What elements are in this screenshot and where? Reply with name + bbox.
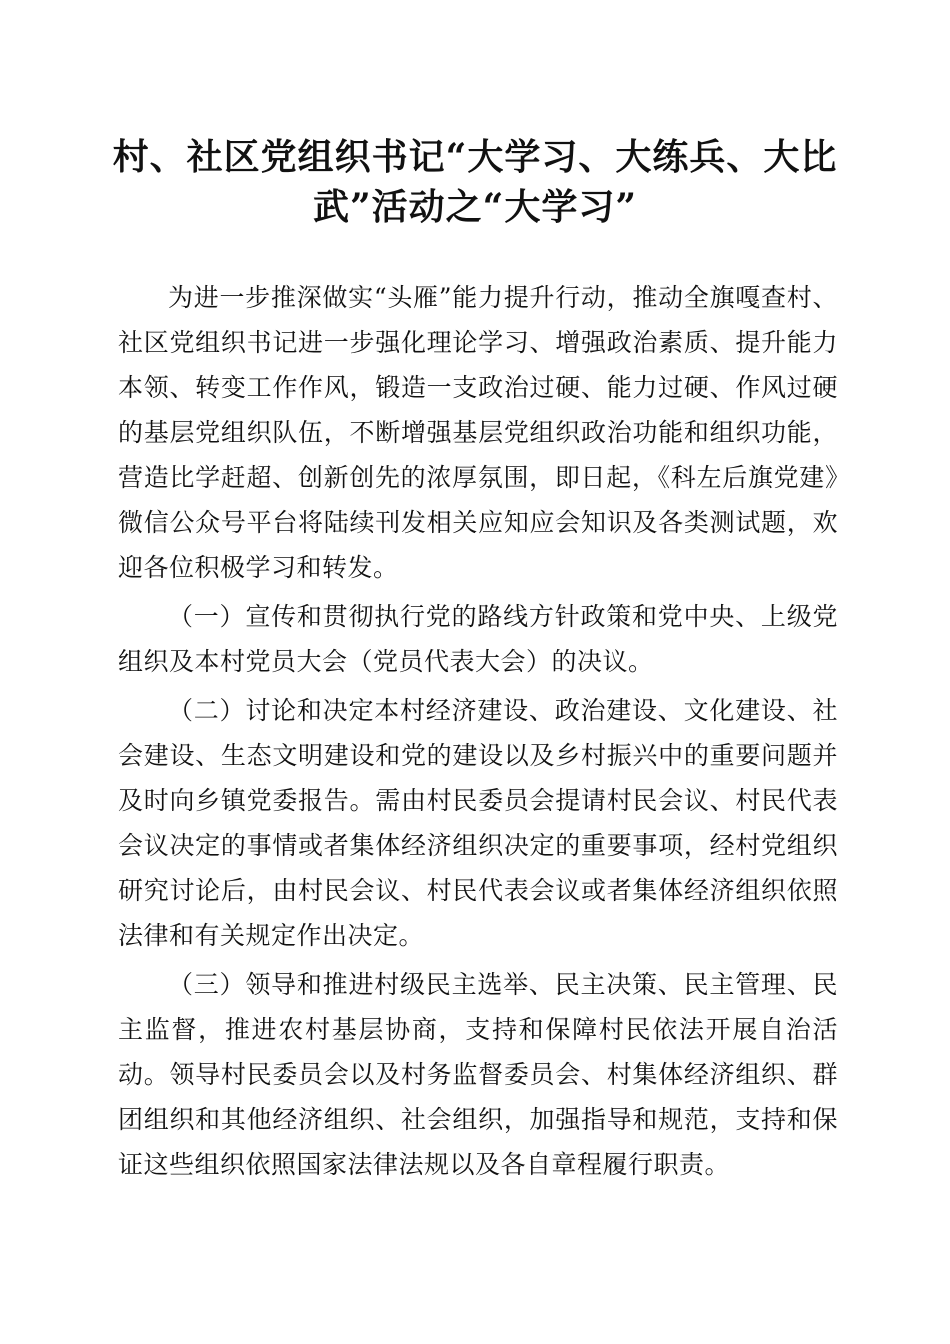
paragraph-intro: 为进一步推深做实“头雁”能力提升行动，推动全旗嘎查村、社区党组织书记进一步强化理论学习、增强政治素质、提升能力本领、转变工作作风，锻造一支政治过硬、能力过硬、作风过硬的基层党组织队伍，不断增强基层党组织政治功能和组织功能，营造比学赶超、创新创先的浓厚氛围，即日起，《科左后旗党建》微信公众号平台将陆续刊发相关应知应会知识及各类测试题，欢迎各位积极学习和转发。 xyxy=(118,283,838,582)
title-line-1: 村、社区党组织书记“大学习、大练兵、大比 xyxy=(112,136,838,178)
title-line-2: 武”活动之“大学习” xyxy=(312,186,638,228)
paragraph-item-3: （三）领导和推进村级民主选举、民主决策、民主管理、民主监督，推进农村基层协商，支持和保障村民依法开展自治活动。领导村民委员会以及村务监督委员会、村集体经济组织、群团组织和其他经济组织、社会组织，加强指导和规范，支持和保证这些组织依照国家法律法规以及各自章程履行职责。 xyxy=(118,970,838,1179)
document-body xyxy=(118,275,838,1187)
paragraph-item-1: （一）宣传和贯彻执行党的路线方针政策和党中央、上级党组织及本村党员大会（党员代表大会）的决议。 xyxy=(118,602,838,676)
page-title xyxy=(110,132,840,232)
paragraph-item-2: （二）讨论和决定本村经济建设、政治建设、文化建设、社会建设、生态文明建设和党的建设以及乡村振兴中的重要问题并及时向乡镇党委报告。需由村民委员会提请村民会议、村民代表会议决定的事情或者集体经济组织决定的重要事项，经村党组织研究讨论后，由村民会议、村民代表会议或者集体经济组织依照法律和有关规定作出决定。 xyxy=(118,696,838,950)
